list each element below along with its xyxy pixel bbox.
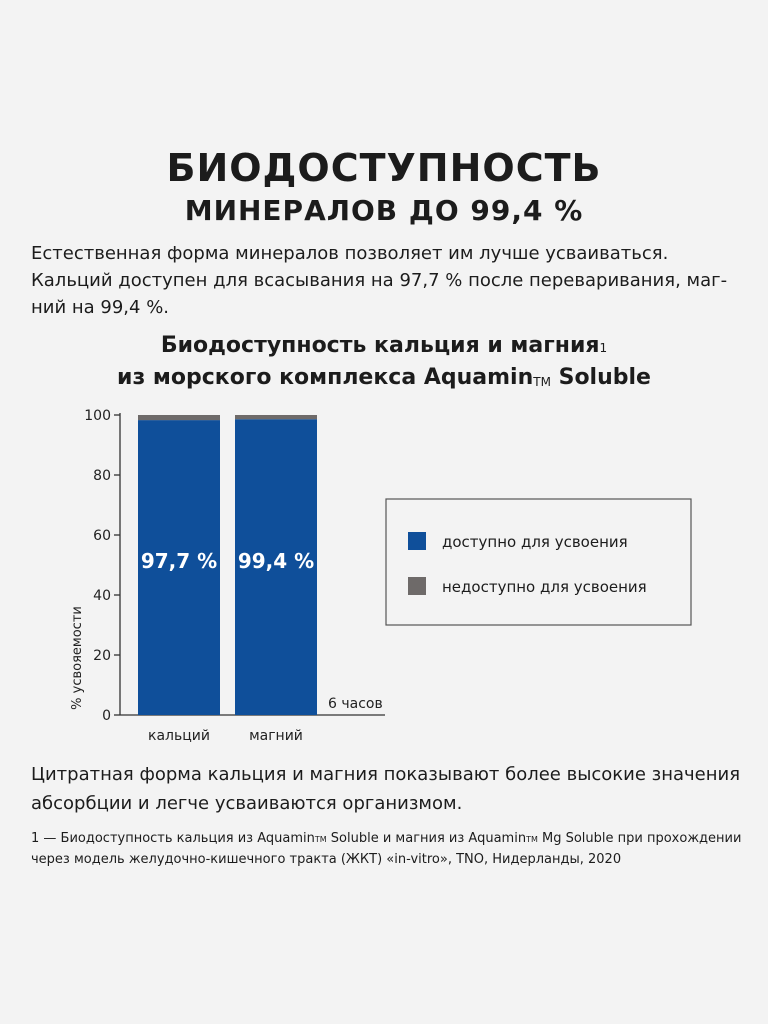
footnote-part2: Soluble и магния из Aquamin <box>326 831 527 846</box>
footnote-marker: 1 <box>599 341 608 355</box>
bar-value-label: 99,4 % <box>237 549 315 573</box>
bar-unavailable <box>235 415 317 419</box>
y-tick-label: 60 <box>93 528 111 544</box>
legend-label: недоступно для усвоения <box>442 578 647 596</box>
legend-box <box>386 499 691 625</box>
y-tick-label: 0 <box>102 708 111 724</box>
y-axis-label: % усвояемости <box>70 606 85 710</box>
y-tick-label: 40 <box>93 588 111 604</box>
category-label: кальций <box>148 728 210 744</box>
legend-swatch <box>408 532 426 550</box>
trademark-mark: TM <box>533 375 551 389</box>
footnote-tm2: TM <box>526 835 538 844</box>
chart-title <box>0 330 768 394</box>
x-axis-label: 6 часов <box>328 696 383 712</box>
bar-value-label: 97,7 % <box>140 549 218 573</box>
footnote-tm1: TM <box>314 835 327 844</box>
main-heading: БИОДОСТУПНОСТЬ <box>166 146 602 190</box>
chart-title-line2-prefix: из морского комплекса Aquamin <box>117 365 534 390</box>
legend-swatch <box>408 577 426 595</box>
y-tick-label: 100 <box>84 408 111 424</box>
bar-unavailable <box>138 415 220 420</box>
chart-title-line2-suffix: Soluble <box>550 365 651 390</box>
footnote-part3: Mg Soluble при прохождении через модель желудочно-кишечного тракта (ЖКТ) «in-vitro», TNO, Нидерланды, 2020 <box>31 831 742 867</box>
y-tick-label: 80 <box>93 468 111 484</box>
category-label: магний <box>249 728 303 744</box>
outro-paragraph: Цитратная форма кальция и магния показывают более высокие значения абсорбции и легче усваиваются организмом. <box>31 764 741 814</box>
legend-label: доступно для усвоения <box>442 533 628 551</box>
bar-chart <box>0 400 768 750</box>
footnote-part1: 1 — Биодоступность кальция из Aquamin <box>31 831 315 846</box>
footnote <box>31 828 743 870</box>
sub-heading: МИНЕРАЛОВ ДО 99,4 % <box>184 194 584 227</box>
y-tick-label: 20 <box>93 648 111 664</box>
intro-paragraph: Естественная форма минералов позволяет им лучше усваиваться. Кальций доступен для всасывания на 97,7 % после переваривания, магний на 99,4 %. <box>31 243 728 318</box>
chart-title-line1: Биодоступность кальция и магния <box>160 333 600 358</box>
